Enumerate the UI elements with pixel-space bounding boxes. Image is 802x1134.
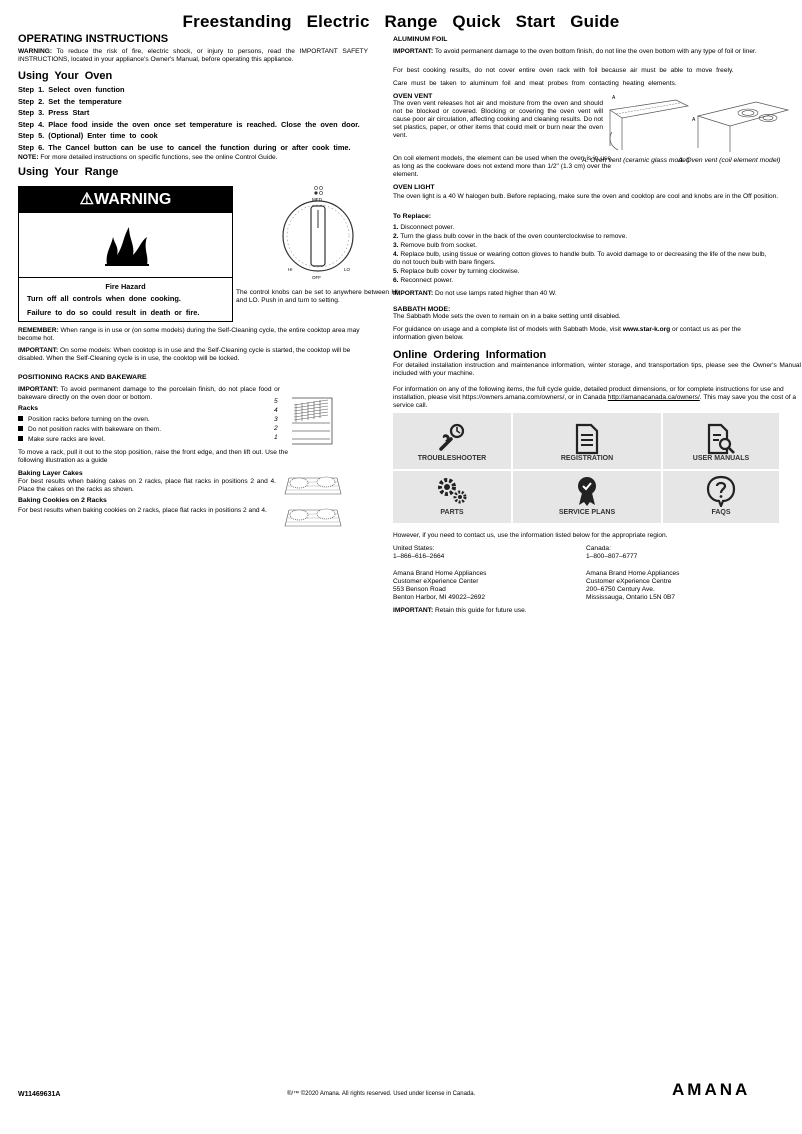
foil-paragraph: For best cooking results, do not cover entire oven rack with foil because air must be able to move freely. bbox=[393, 67, 734, 74]
document-icon bbox=[574, 423, 600, 455]
canada-contact-block bbox=[586, 545, 786, 602]
knob-label-hi: HI bbox=[288, 267, 293, 272]
fire-hazard-label: Fire Hazard bbox=[105, 282, 146, 291]
sabbath-mode-heading: SABBATH MODE: bbox=[393, 306, 451, 313]
canada-address-line: Customer eXperience Centre bbox=[586, 578, 672, 585]
parts-tile[interactable] bbox=[393, 471, 511, 523]
knob-label-off: OFF bbox=[312, 275, 321, 280]
contact-intro: However, if you need to contact us, use the information listed below for the appropriate region. bbox=[393, 532, 668, 539]
rack-position-number: 5 bbox=[274, 398, 278, 405]
fire-hazard-warning-box bbox=[18, 186, 233, 322]
registration-tile[interactable] bbox=[513, 413, 661, 469]
rack-position-number: 1 bbox=[274, 434, 278, 441]
move-rack-instructions: To move a rack, pull it out to the stop position, raise the front edge, and then lift out. Use the following illustration as a guide bbox=[18, 449, 288, 464]
oven-light-heading: OVEN LIGHT bbox=[393, 184, 435, 191]
vent-marker-label: A bbox=[692, 117, 696, 123]
replace-step: 3. Remove bulb from socket. bbox=[393, 242, 477, 249]
sabbath-guidance-text: For guidance on usage and a complete list of models with Sabbath Mode, visit www.star-k.org or contact us as per the information given below. bbox=[393, 326, 741, 341]
us-address-line: Amana Brand Home Appliances bbox=[393, 570, 487, 577]
us-address-line: 553 Benson Road bbox=[393, 586, 446, 593]
rack-positions-illustration bbox=[272, 396, 336, 446]
vent-caption-coil: A. Oven vent (coil element model) bbox=[678, 157, 781, 164]
racks-list-item: Make sure racks are level. bbox=[18, 436, 268, 444]
tile-label: REGISTRATION bbox=[560, 455, 614, 462]
canada-address-line: 200–6750 Century Ave. bbox=[586, 586, 655, 593]
tile-label: USER MANUALS bbox=[692, 455, 750, 462]
rack-position-number: 2 bbox=[274, 425, 278, 432]
to-replace-heading: To Replace: bbox=[393, 213, 432, 220]
amana-logo: AMANA bbox=[672, 1080, 751, 1099]
foil-paragraph: Care must be taken to aluminum foil and meat probes from contacting heating elements. bbox=[393, 80, 677, 87]
oven-vent-coil-illustration bbox=[694, 92, 790, 154]
safety-warning-text: WARNING: To reduce the risk of fire, electric shock, or injury to persons, read the IMPORTANT SAFETY INSTRUCTIONS, located in your appliance's Owner's Manual, before operating this appliance. bbox=[18, 48, 368, 63]
vent-caption-ceramic: A. Oven vent (ceramic glass model) bbox=[582, 157, 690, 164]
using-oven-heading: Using Your Oven bbox=[18, 70, 113, 82]
us-contact-phone: 1–866–616–2664 bbox=[393, 553, 445, 560]
using-range-heading: Using Your Range bbox=[18, 166, 119, 178]
replace-step: 6. Reconnect power. bbox=[393, 277, 454, 284]
question-bubble-icon bbox=[706, 475, 736, 507]
tile-label: SERVICE PLANS bbox=[558, 509, 616, 516]
copyright-notice: ®/™ ©2020 Amana. All rights reserved. Used under license in Canada. bbox=[287, 1091, 476, 1097]
oven-step: Step 4. Place food inside the oven once set temperature is reached. Close the oven door. bbox=[18, 119, 360, 129]
cakes-rack-illustration bbox=[282, 470, 344, 496]
racks-heading: Racks bbox=[18, 405, 39, 412]
warning-banner: ⚠WARNING bbox=[19, 187, 232, 213]
award-ribbon-icon bbox=[575, 475, 599, 507]
oven-light-text: The oven light is a 40 W halogen bulb. Before replacing, make sure the oven and cooktop are cool and knobs are in the Off position. bbox=[393, 193, 779, 200]
fire-warning-line: Turn off all controls when done cooking. bbox=[27, 294, 181, 303]
canada-address-line: Amana Brand Home Appliances bbox=[586, 570, 680, 577]
rack-position-number: 4 bbox=[274, 407, 278, 414]
sabbath-mode-text: The Sabbath Mode sets the oven to remain on in a bake setting until disabled. bbox=[393, 313, 621, 320]
cookies-text: For best results when baking cookies on 2 racks, place flat racks in positions 2 and 4. bbox=[18, 507, 267, 514]
oven-step: Step 1. Select oven function bbox=[18, 85, 125, 94]
online-ordering-text: For detailed installation instruction and maintenance information, winter storage, and transportation tips, please see the Owner's Manual included with your machine. bbox=[393, 362, 801, 377]
document-title: Freestanding Electric Range Quick Start Guide bbox=[182, 12, 620, 31]
porcelain-important-note: IMPORTANT: To avoid permanent damage to the porcelain finish, do not place food or bakeware directly on the oven door or bottom. bbox=[18, 386, 280, 401]
foil-important-note: IMPORTANT: To avoid permanent damage to the oven bottom finish, do not line the oven bottom with any type of foil or liner. bbox=[393, 48, 757, 55]
knob-caption: The control knobs can be set to anywhere between HI and LO. Push in and turn to setting. bbox=[236, 289, 398, 304]
cookies-rack-illustration bbox=[282, 500, 344, 528]
control-guide-note: NOTE: For more detailed instructions on specific functions, see the online Control Guide. bbox=[18, 154, 278, 161]
wrench-timer-icon bbox=[437, 423, 467, 453]
gears-icon bbox=[435, 475, 469, 505]
positioning-racks-heading: POSITIONING RACKS AND BAKEWARE bbox=[18, 374, 147, 381]
online-ordering-heading: Online Ordering Information bbox=[393, 349, 547, 361]
vent-marker-label: A bbox=[612, 95, 616, 101]
part-number: W11469631A bbox=[18, 1091, 61, 1098]
fire-icon bbox=[19, 213, 232, 277]
us-address-line: Customer eXperience Center bbox=[393, 578, 479, 585]
canada-contact-label: Canada: bbox=[586, 545, 611, 552]
rack-position-number: 3 bbox=[274, 416, 278, 423]
remember-note: REMEMBER: When range is in use or (on some models) during the Self-Cleaning cycle, the entire cooktop area may become hot. bbox=[18, 327, 360, 342]
racks-list-item: Do not position racks with bakeware on them. bbox=[18, 426, 268, 434]
oven-step: Step 2. Set the temperature bbox=[18, 96, 122, 106]
tile-label: PARTS bbox=[440, 509, 464, 516]
cooktop-important-note: IMPORTANT: On some models: When cooktop is in use and the Self-Cleaning cycle is started, the cooktop will be disabled. When the Self-Cleaning cycle is in use, the cooktop will be locked. bbox=[18, 347, 351, 362]
user-manuals-tile[interactable] bbox=[663, 413, 779, 469]
canada-address-line: Mississauga, Ontario L5N 0B7 bbox=[586, 594, 676, 601]
retain-guide-note: IMPORTANT: Retain this guide for future use. bbox=[393, 607, 527, 614]
racks-list-item: Position racks before turning on the oven. bbox=[18, 416, 268, 424]
online-resources-grid bbox=[393, 413, 779, 523]
tile-label: FAQS bbox=[711, 509, 731, 516]
replace-step: 5. Replace bulb cover by turning clockwise. bbox=[393, 268, 520, 275]
owners-info-text: For information on any of the following items, the full cycle guide, detailed product dimensions, or for complete instructions for use and installation, please visit https://owners.amana.com/owners/, or in Canada http://amanacanada.ca/owners/. This may save you the cost of a service call. bbox=[393, 386, 797, 409]
replace-step: 2. Turn the glass bulb cover in the back of the oven counterclockwise to remove. bbox=[393, 233, 628, 240]
racks-list bbox=[18, 416, 268, 444]
us-contact-label: United States: bbox=[393, 545, 435, 552]
replace-step: 4. Replace bulb, using tissue or wearing cotton gloves to handle bulb. To avoid damage to or decreasing the life of the new bulb, do not touch bulb with bare fingers. bbox=[393, 251, 767, 266]
manual-search-icon bbox=[706, 423, 736, 455]
oven-vent-ceramic-illustration bbox=[606, 92, 692, 154]
star-k-link[interactable]: www.star-k.org bbox=[622, 326, 671, 333]
knob-label-lo: LO bbox=[344, 267, 351, 272]
troubleshooter-tile[interactable] bbox=[393, 413, 511, 469]
operating-instructions-heading: OPERATING INSTRUCTIONS bbox=[18, 33, 169, 45]
oven-step: Step 3. Press Start bbox=[18, 108, 90, 117]
amana-canada-link[interactable]: http://amanacanada.ca/owners/ bbox=[607, 394, 700, 401]
aluminum-foil-heading: ALUMINUM FOIL bbox=[393, 36, 448, 43]
canada-contact-phone: 1–800–807–6777 bbox=[586, 553, 638, 560]
coil-element-text: On coil element models, the element can be used when the oven is in use as long as the cookware does not extend more than 1/2" (1.3 cm) over the element. bbox=[393, 155, 611, 178]
faqs-tile[interactable] bbox=[663, 471, 779, 523]
oven-step: Step 6. The Cancel button can be use to cancel the function during or after cook time. bbox=[18, 142, 351, 152]
service-plans-tile[interactable] bbox=[513, 471, 661, 523]
oven-step: Step 5. (Optional) Enter time to cook bbox=[18, 131, 158, 140]
us-address-line: Benton Harbor, MI 49022–2692 bbox=[393, 594, 486, 601]
cookies-heading: Baking Cookies on 2 Racks bbox=[18, 497, 107, 504]
oven-vent-text: The oven vent releases hot air and moisture from the oven and should not be blocked or covered. Blocking or covering the oven vent will cause poor air circulation, affecting cooking and cleaning results. Do not set plastics, paper, or other items that could melt or burn near the oven vent. bbox=[393, 100, 603, 139]
replace-step: 1. Disconnect power. bbox=[393, 224, 455, 231]
cakes-text: For best results when baking cakes on 2 racks, place flat racks in positions 2 and 4. Place the cakes on the racks as shown. bbox=[18, 478, 276, 493]
oven-steps-list bbox=[18, 84, 360, 153]
fire-warning-line: Failure to do so could result in death or fire. bbox=[27, 308, 200, 317]
control-knob-illustration bbox=[262, 184, 362, 284]
us-contact-block bbox=[393, 545, 573, 602]
tile-label: TROUBLESHOOTER bbox=[417, 455, 487, 462]
lamp-rating-note: IMPORTANT: Do not use lamps rated higher than 40 W. bbox=[393, 290, 557, 297]
knob-label-med: MED bbox=[312, 197, 322, 202]
replace-steps-list bbox=[393, 224, 783, 285]
oven-vent-heading: OVEN VENT bbox=[393, 93, 433, 100]
cakes-heading: Baking Layer Cakes bbox=[18, 470, 83, 477]
